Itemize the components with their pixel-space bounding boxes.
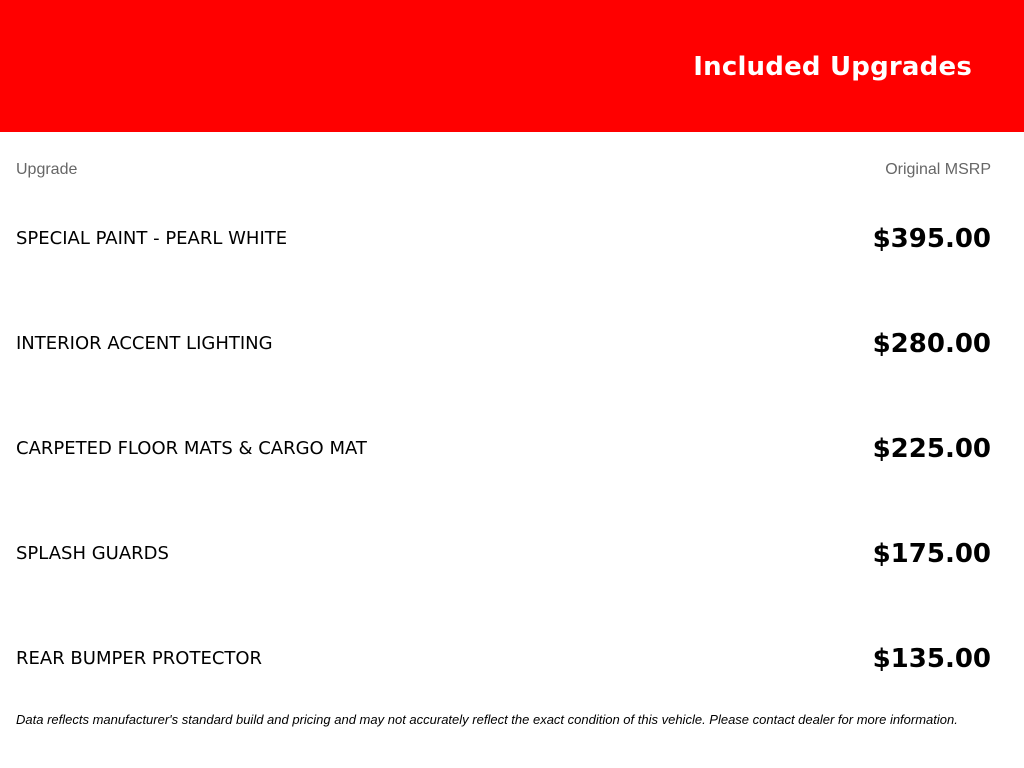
- upgrade-name: SPLASH GUARDS: [16, 543, 169, 564]
- upgrade-price: $395.00: [872, 224, 991, 254]
- upgrade-name: SPECIAL PAINT - PEARL WHITE: [16, 228, 288, 249]
- upgrade-row: [16, 324, 991, 364]
- upgrade-row: [16, 534, 991, 574]
- upgrade-name: REAR BUMPER PROTECTOR: [16, 648, 263, 669]
- upgrade-name: INTERIOR ACCENT LIGHTING: [16, 333, 273, 354]
- upgrade-price: $135.00: [872, 644, 991, 674]
- upgrade-row: [16, 429, 991, 469]
- upgrade-row: [16, 639, 991, 679]
- header-banner: [0, 0, 1024, 132]
- column-header-original-msrp: Original MSRP: [885, 161, 991, 178]
- column-header-upgrade: Upgrade: [16, 161, 78, 178]
- page-title: Included Upgrades: [693, 52, 972, 82]
- disclaimer-text: Data reflects manufacturer's standard build and pricing and may not accurately reflect the exact condition of this vehicle. Please contact dealer for more information.: [16, 712, 958, 727]
- upgrade-name: CARPETED FLOOR MATS & CARGO MAT: [16, 438, 367, 459]
- upgrade-price: $225.00: [872, 434, 991, 464]
- upgrade-row: [16, 219, 991, 259]
- upgrade-price: $175.00: [872, 539, 991, 569]
- upgrade-price: $280.00: [872, 329, 991, 359]
